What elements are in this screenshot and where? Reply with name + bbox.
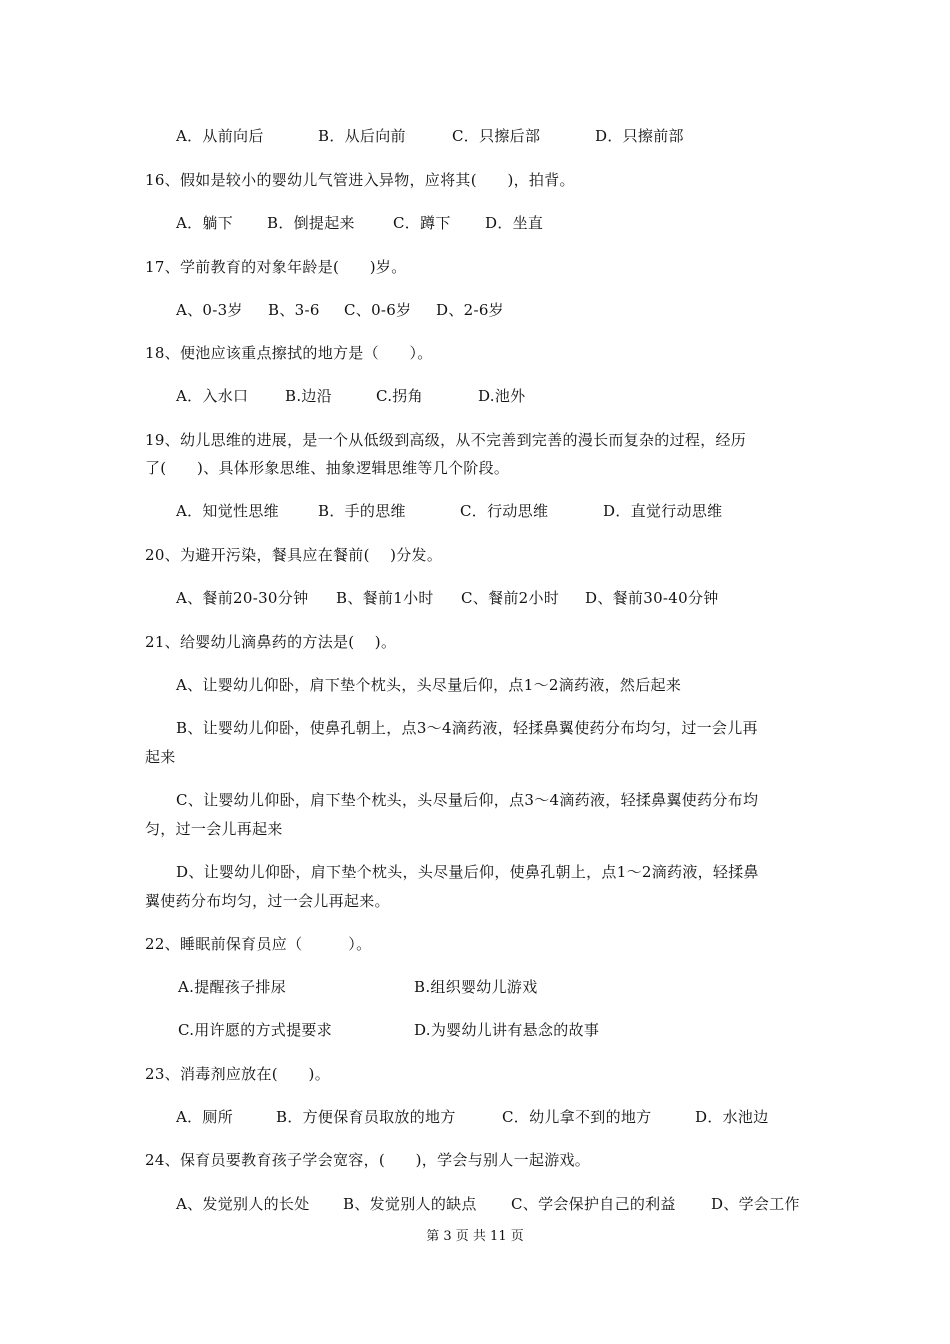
q22-option-d: D.为婴幼儿讲有悬念的故事	[414, 1021, 600, 1039]
q21-option-d-line1: D、让婴幼儿仰卧，肩下垫个枕头，头尽量后仰，使鼻孔朝上，点1～2滴药液，轻揉鼻	[176, 863, 759, 881]
q21-option-b-line2: 起来	[145, 748, 176, 766]
q23-option-b: B．方便保育员取放的地方	[276, 1108, 456, 1126]
q24-option-a: A、发觉别人的长处	[176, 1195, 310, 1213]
q21-option-b-line1: B、让婴幼儿仰卧，使鼻孔朝上，点3～4滴药液，轻揉鼻翼使药分布均匀，过一会儿再	[176, 719, 758, 737]
q19-option-d: D．直觉行动思维	[603, 502, 723, 520]
q15-option-d: D．只擦前部	[595, 127, 684, 145]
q23-option-a: A．厕所	[176, 1108, 234, 1126]
q18-option-c: C.拐角	[376, 387, 423, 405]
q16-option-a: A．躺下	[176, 214, 234, 232]
q24-option-d: D、学会工作	[711, 1195, 800, 1213]
q16-stem: 16、假如是较小的婴幼儿气管进入异物，应将其( )，拍背。	[145, 171, 575, 189]
q16-option-b: B．倒提起来	[267, 214, 355, 232]
q21-option-c-line2: 匀，过一会儿再起来	[145, 820, 283, 838]
q15-option-a: A．从前向后	[176, 127, 264, 145]
q24-option-b: B、发觉别人的缺点	[343, 1195, 477, 1213]
q17-option-a: A、0-3岁	[176, 301, 243, 319]
q17-option-c: C、0-6岁	[344, 301, 412, 319]
q21-option-d-line2: 翼使药分布均匀，过一会儿再起来。	[145, 892, 390, 910]
page-number-footer: 第 3 页 共 11 页	[426, 1229, 524, 1244]
q23-option-d: D．水池边	[695, 1108, 769, 1126]
q16-option-d: D．坐直	[485, 214, 544, 232]
q22-stem: 22、睡眠前保育员应（ ）。	[145, 935, 372, 953]
q19-option-c: C．行动思维	[460, 502, 549, 520]
q15-option-b: B．从后向前	[318, 127, 406, 145]
q22-option-a: A.提醒孩子排尿	[178, 978, 287, 996]
q21-stem: 21、给婴幼儿滴鼻药的方法是( )。	[145, 633, 397, 651]
q20-option-c: C、餐前2小时	[461, 589, 560, 607]
q21-option-c-line1: C、让婴幼儿仰卧，肩下垫个枕头，头尽量后仰，点3～4滴药液，轻揉鼻翼使药分布均	[176, 791, 759, 809]
q19-stem-line1: 19、幼儿思维的进展，是一个从低级到高级，从不完善到完善的漫长而复杂的过程，经历	[145, 431, 747, 449]
q23-stem: 23、消毒剂应放在( )。	[145, 1065, 330, 1083]
q23-option-c: C．幼儿拿不到的地方	[502, 1108, 652, 1126]
q18-option-d: D.池外	[478, 387, 526, 405]
q20-option-d: D、餐前30-40分钟	[585, 589, 719, 607]
q22-option-b: B.组织婴幼儿游戏	[414, 978, 538, 996]
q17-stem: 17、学前教育的对象年龄是( )岁。	[145, 258, 407, 276]
q20-stem: 20、为避开污染，餐具应在餐前( )分发。	[145, 546, 443, 564]
q18-stem: 18、便池应该重点擦拭的地方是（ ）。	[145, 344, 433, 362]
q24-stem: 24、保育员要教育孩子学会宽容，( )，学会与别人一起游戏。	[145, 1151, 591, 1169]
q19-option-b: B．手的思维	[318, 502, 406, 520]
q21-option-a: A、让婴幼儿仰卧，肩下垫个枕头，头尽量后仰，点1～2滴药液，然后起来	[176, 676, 682, 694]
q18-option-b: B.边沿	[285, 387, 332, 405]
q15-option-c: C．只擦后部	[452, 127, 541, 145]
q19-stem-line2: 了( )、具体形象思维、抽象逻辑思维等几个阶段。	[145, 459, 510, 477]
q22-option-c: C.用许愿的方式提要求	[178, 1021, 333, 1039]
q17-option-d: D、2-6岁	[436, 301, 504, 319]
q24-option-c: C、学会保护自己的利益	[511, 1195, 676, 1213]
q17-option-b: B、3-6	[268, 301, 320, 319]
q19-option-a: A．知觉性思维	[176, 502, 279, 520]
q18-option-a: A．入水口	[176, 387, 249, 405]
q20-option-b: B、餐前1小时	[336, 589, 434, 607]
q20-option-a: A、餐前20-30分钟	[176, 589, 309, 607]
q16-option-c: C．蹲下	[393, 214, 451, 232]
